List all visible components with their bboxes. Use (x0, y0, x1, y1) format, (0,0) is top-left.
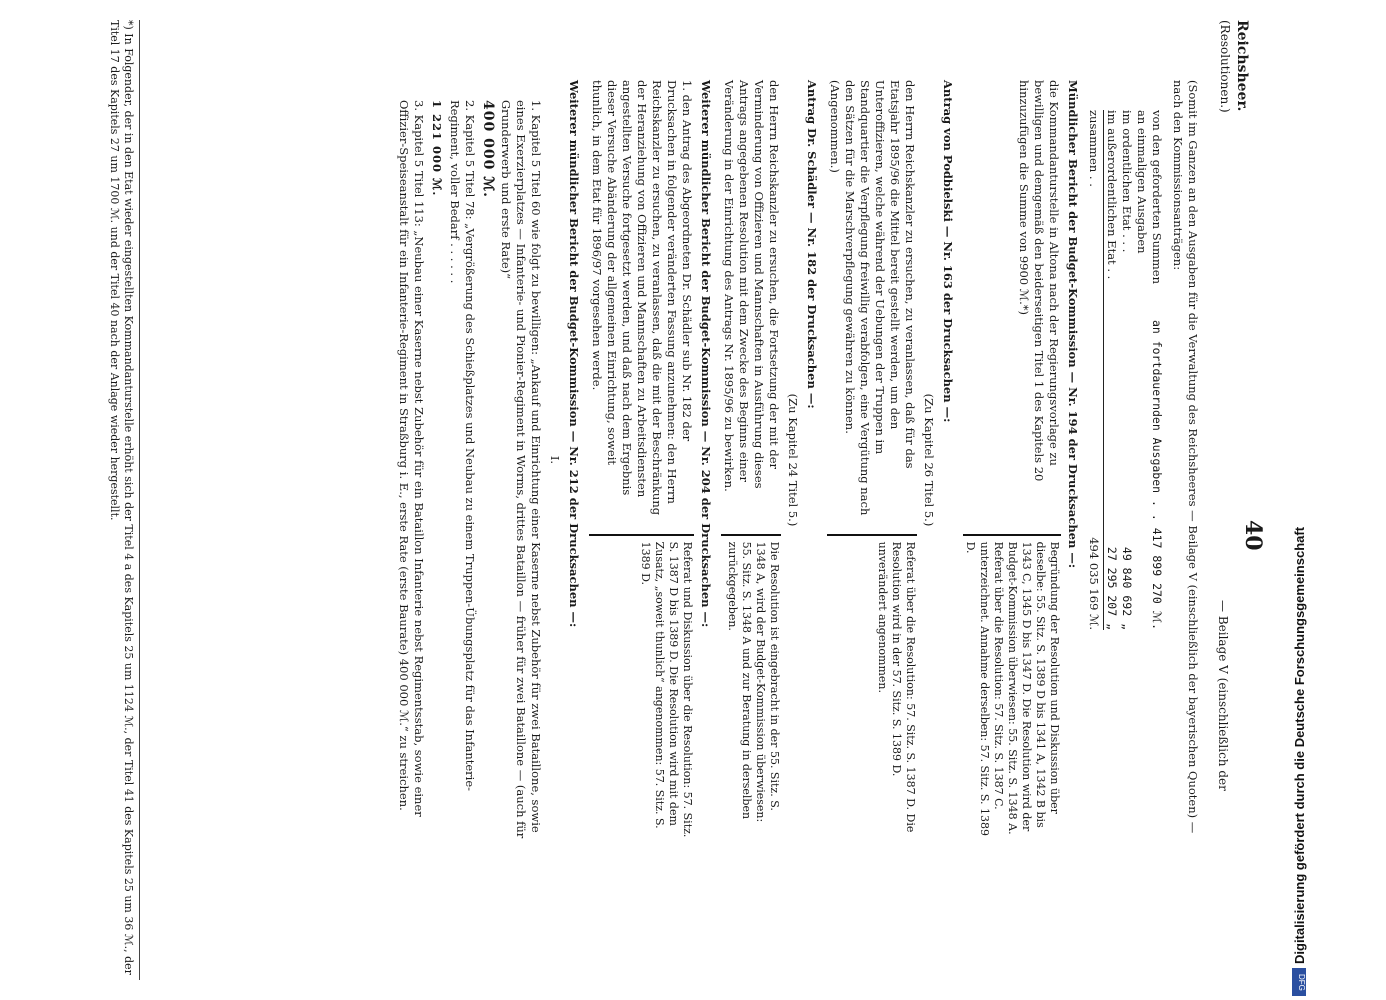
table-row: von den geforderten Summen an fortdauernden Ausgaben . . 417 899 270 ℳ. (1150, 110, 1164, 630)
section-subtitle: (Resolutionen.) (1218, 20, 1232, 113)
antrag2-text: den Herrn Reichskanzler zu ersuchen, die Fortsetzung der mit der Verminderung von Offizieren und Mannschaften in Ausführung dieses Antrags angegebenen Resolution mit dem Zwecke des Beginns einer Veränderung in der Einrichtung des Antrags Nr. 1895/96 zu bewirken. (722, 80, 781, 492)
antrag1-side: Referat über die Resolution: 57. Sitz. S. 1387 D. Die Resolution wird in der 57. Sitz. S. 1389 D. unverändert angenommen. (827, 534, 917, 840)
list-sum: 1 221 000 ℳ. (430, 100, 444, 197)
header-left (1216, 20, 1250, 170)
report3-side: Referat und Diskussion über die Resolution: 57. Sitz. S. 1387 D bis 1389 D. Die Resolution wird mit dem Zusatz, „soweit thunlich“ angenommen: 57. Sitz. S. 1389 D. (589, 534, 694, 840)
main-column (392, 80, 1200, 840)
report3-block (589, 80, 694, 840)
report4-title: Weiterer mündlicher Bericht der Budget-Kommission — Nr. 212 der Drucksachen —: (567, 80, 581, 628)
antrag1-title: Antrag von Podbielski — Nr. 163 der Drucksachen —: (941, 80, 955, 423)
dfg-logo: DFG (1292, 968, 1306, 996)
report1-text: die Kommandanturstelle in Altona nach der Regierungsvorlage zu bewilligen und demgemäß den beiderseitigen Titel 1 des Kapitels 20 hinzuzufügen die Summe von 9900 ℳ.*) (1017, 80, 1061, 482)
footnote: *) In Folgender, der in den Etat wieder eingestellten Kommandanturstelle erhöht sich der Titel 4 a des Kapitels 25 um 1124 ℳ., der Titel 41 des Kapitels 25 um 36 ℳ., der Titel 17 des Kapitels 27 um 1700 ℳ. und der Titel 40 nach der Anlage wieder hergestellt. (107, 20, 140, 980)
report1-side: Begründung der Resolution und Diskussion über dieselbe: 55. Sitz. S. 1389 D bis 1341 A, 1342 B bis 1343 C, 1345 D bis 1347 D. Die Resolution wird der Budget-Kommission überwiesen: 55. Sitz. S. 1348 A. Referat über die Resolution: 57. Sitz. S. 1387 C. unterzeichnet. Annahme derselben: 57. Sitz. S. 1389 D. (963, 534, 1061, 840)
report1-block (963, 80, 1061, 840)
budget-table (1086, 110, 1164, 840)
table-row: im ordentlichen Etat . . . 49 840 692 „ (1120, 110, 1134, 630)
credit-text: Digitalisierung gefördert durch die Deutsche Forschungsgemeinschaft (1292, 526, 1307, 964)
antrag1-sub: (Zu Kapitel 26 Titel 5.) (922, 393, 936, 527)
antrag2-sub: (Zu Kapitel 24 Titel 5.) (786, 393, 800, 527)
list-item: 3. Kapitel 5 Titel 113: „Neubau einer Kaserne nebst Zubehör für ein Bataillon Infanterie nebst Regimentsstab, sowie einer Offizier-Speiseanstalt für ein Infanterie-Regiment in Straßburg i. E., erste Rate (erste Baurate) 400 000 ℳ.“ zu streichen. (397, 100, 426, 817)
header-right (1215, 600, 1230, 980)
section-title: Reichsheer. (1234, 20, 1250, 112)
report3-text: 1. den Antrag des Abgeordneten Dr. Schädler sub Nr. 182 der Drucksachen in folgender veränderten Fassung anzunehmen: den Herrn Reichskanzler zu ersuchen, zu veranlassen, daß die mit der Beschränkung der Heranziehung von Offizieren und Mannschaften zu Arbeitsdiensten angestellten Versuche fortgesetzt werden, und daß nach dem Ergebnis dieser Versuche Abänderung der allgemeinen Einrichtung, soweit thunlich, in dem Etat für 1896/97 vorgesehen werde. (590, 80, 694, 516)
list-sum: 400 000 ℳ. (480, 100, 496, 199)
table-sum: zusammen . . 494 035 169 ℳ. (1086, 110, 1104, 630)
report1-title: Mündlicher Bericht der Budget-Kommission — Nr. 194 der Drucksachen —: (1066, 80, 1080, 569)
header-right-title: — Beilage V (einschließlich der (1216, 600, 1230, 791)
roman-numeral: I. (548, 455, 562, 465)
table-row: im außerordentlichen Etat . . 27 295 207 „ (1105, 110, 1119, 630)
antrag2-side: Die Resolution ist eingebracht in der 55. Sitz. S. 1348 A, wird der Budget-Kommission überwiesen: 55. Sitz. S. 1348 A und zur Beratung in derselben zurückgegeben. (721, 534, 781, 840)
antrag2-block (721, 80, 781, 840)
digitization-credit-strip (1292, 0, 1386, 1000)
antrag1-text: den Herrn Reichskanzler zu ersuchen, zu veranlassen, daß für das Etatsjahr 1895/96 die Mittel bereit gestellt werden, um den Unteroffizieren, welche während der Uebungen der Truppen im Standquartier die Verpflegung freiwillig verabfolgen, eine Vergütung nach den Sätzen für die Marschverpflegung gewähren zu können. (Angenommen.) (828, 80, 917, 516)
table-row: an einmaligen Ausgaben (1135, 110, 1149, 254)
antrag1-block (827, 80, 917, 840)
intro-paragraph: (Somit im Ganzen an den Ausgaben für die Verwaltung des Reichsheeres — Beilage V (einschließlich der bayerischen Quoten) — nach den Kommissionsanträgen: (1171, 80, 1200, 834)
list-item: 2. Kapitel 5 Titel 78: „Vergrößerung des Schießplatzes und Neubau zu einem Truppen-Übungsplatz für das Infanterie-Regiment, voller Bedarf . . . . . . (448, 100, 477, 792)
antrag2-title: Antrag Dr. Schädler — Nr. 182 der Drucksachen —: (805, 80, 819, 409)
report3-title: Weiterer mündlicher Bericht der Budget-Kommission — Nr. 204 der Drucksachen —: (699, 80, 713, 628)
page-number: 40 (1240, 520, 1266, 551)
resolution-list (396, 100, 543, 840)
list-item: 1. Kapitel 5 Titel 60 wie folgt zu bewilligen: „Ankauf und Einrichtung einer Kaserne nebst Zubehör für zwei Bataillone, sowie eines Exerzierplatzes — Infanterie- und Pionier-Regiment in Worms, drittes Bataillon — früher für zwei Bataillone — (auch für Grunderwerb und erste Rate)“ (499, 100, 543, 839)
